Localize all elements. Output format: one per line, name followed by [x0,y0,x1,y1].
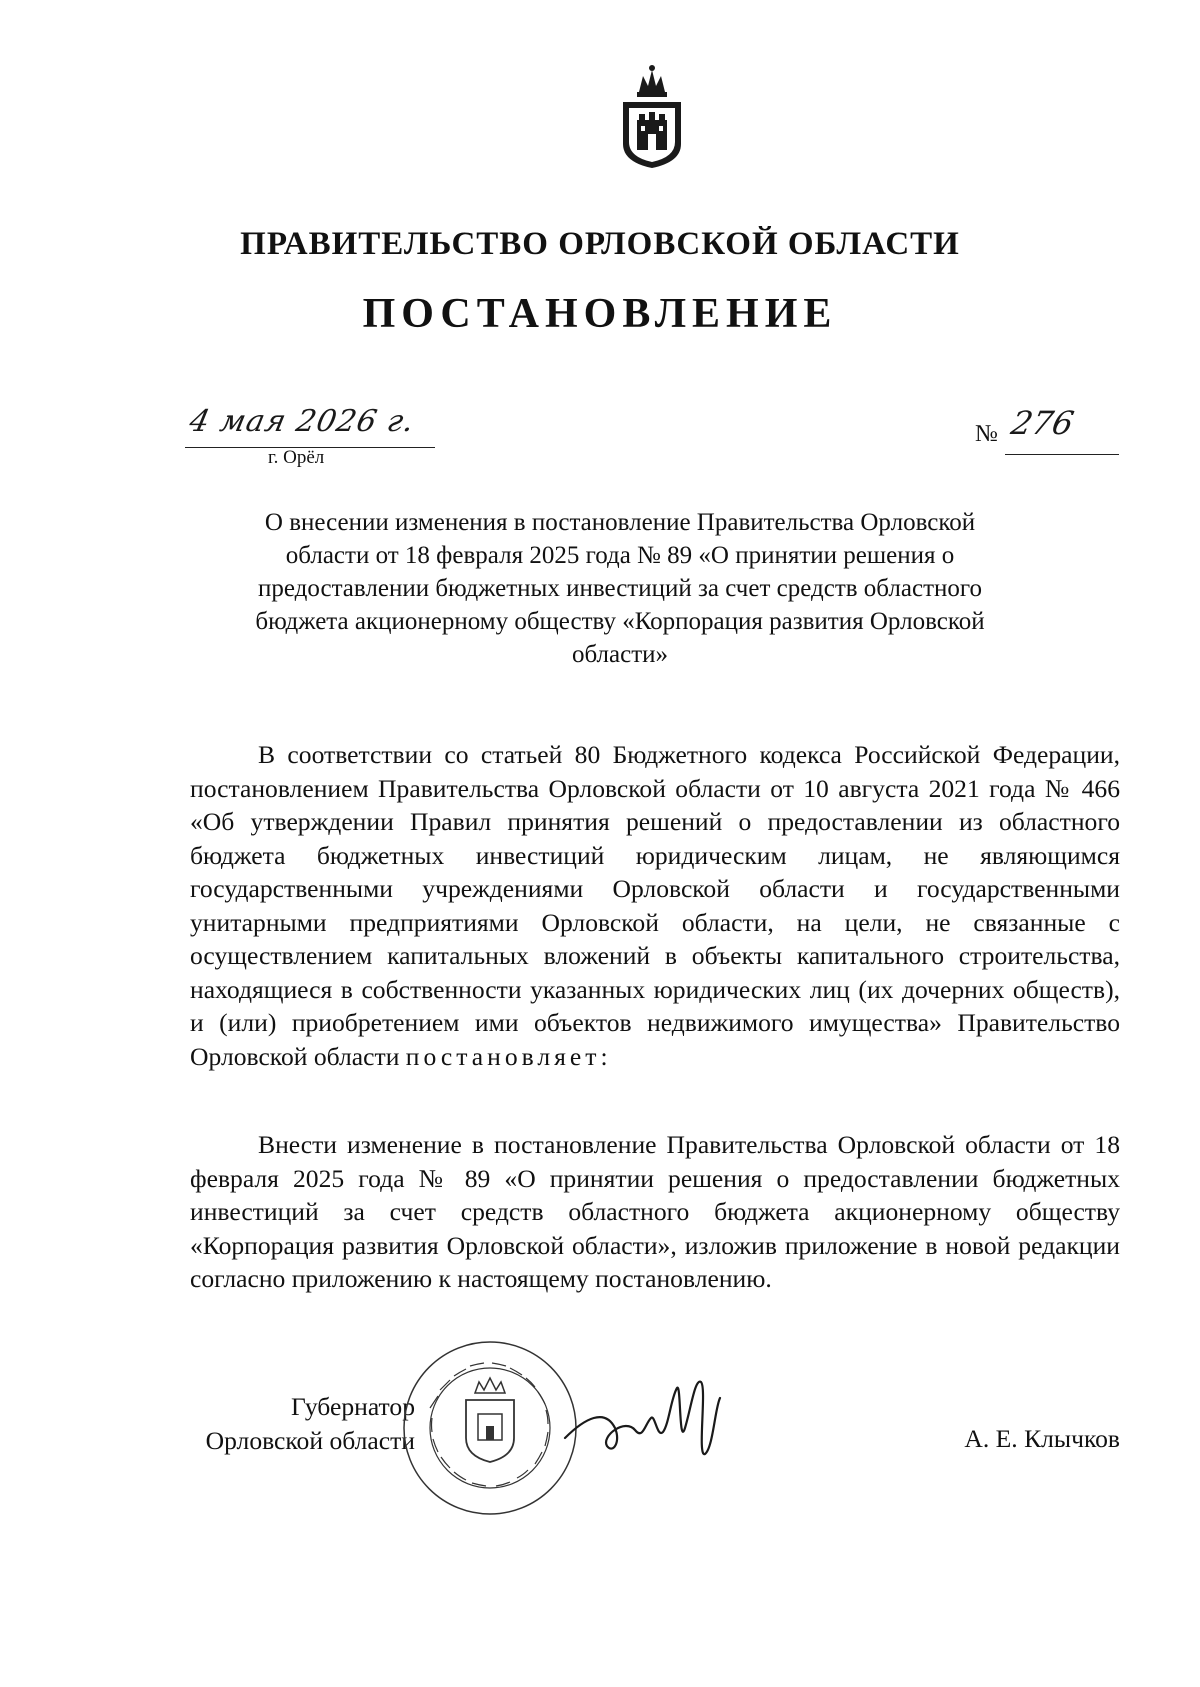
document-date: 4 мая 2026 г. [186,404,419,439]
signatory-name: А. Е. Клычков [964,1424,1120,1453]
official-seal-icon [400,1338,580,1518]
signatory-position-line1: Губернатор [291,1392,415,1421]
number-underline [1005,454,1119,455]
body-paragraph-resolution: Внести изменение в постановление Правительства Орловской области от 18 февраля 2025 года № 89 «О принятии решения о предоставлении бюджетных инвестиций за счет средств областного бюджета акционерному обществу «Корпорация развития Орловской области», изложив приложение в новой редакции согласно приложению к настоящему постановлению. [190,1130,1120,1293]
coat-of-arms-icon [617,62,687,170]
decree-word: постановляет: [405,1041,612,1071]
signatory-position [190,1390,415,1458]
signatory-position-line2: Орловской области [205,1426,415,1455]
number-label: № [975,421,998,447]
document-subject: О внесении изменения в постановление Правительства Орловской области от 18 февраля 2025 года № 89 «О принятии решения о предоставлении бюджетных инвестиций за счет средств областного бюджета акционерному обществу «Корпорация развития Орловской области» [255,509,985,668]
organization-title: ПРАВИТЕЛЬСТВО ОРЛОВСКОЙ ОБЛАСТИ [240,226,960,262]
document-number: 276 [1007,404,1078,442]
document-city: г. Орёл [268,447,325,468]
preamble-text: В соответствии со статьей 80 Бюджетного кодекса Российской Федерации, постановлением Правительства Орловской области от 10 августа 2021 года № 466 «Об утверждении Правил принятия решений о предоставлении из областного бюджета бюджетных инвестиций юридическим лицам, не являющимся государственными учреждениями Орловской области и государственными унитарными предприятиями Орловской области, на цели, не связанные с осуществлением капитальных вложений в объекты капитального строительства, находящиеся в собственности указанных юридических лиц (их дочерних обществ), и (или) приобретением ими объектов недвижимого имущества» Правительство Орловской области [190,740,1120,1071]
body-paragraph-preamble [190,738,1120,1073]
document-type-title: ПОСТАНОВЛЕНИЕ [362,291,838,337]
handwritten-signature-icon [555,1368,730,1478]
